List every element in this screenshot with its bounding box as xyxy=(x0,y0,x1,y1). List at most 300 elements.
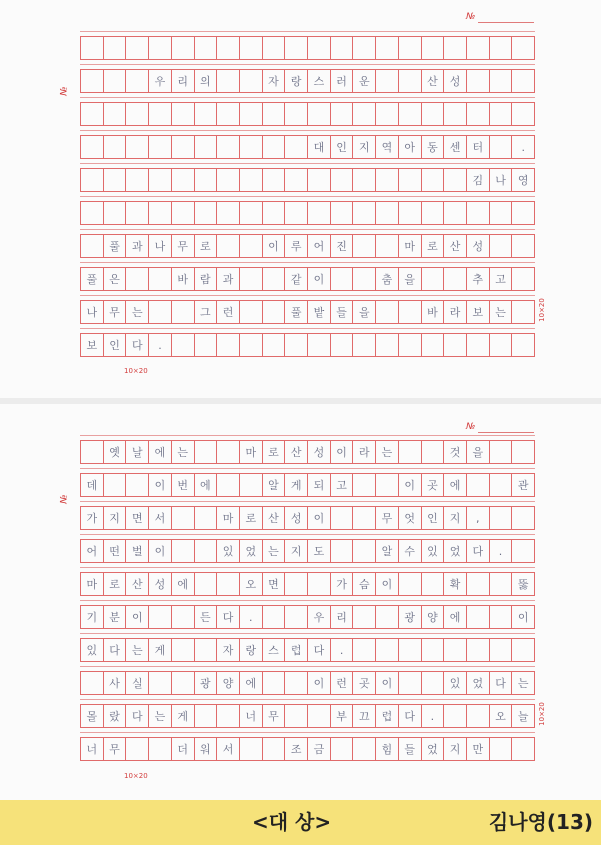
manuscript-cell: 에 xyxy=(194,473,217,497)
manuscript-cell: 인 xyxy=(330,135,353,159)
manuscript-cell xyxy=(307,102,330,126)
manuscript-cell: 너 xyxy=(80,737,103,761)
manuscript-cell xyxy=(103,473,126,497)
manuscript-cell xyxy=(421,36,444,60)
manuscript-cell xyxy=(307,572,330,596)
manuscript-cell: 만 xyxy=(466,737,489,761)
manuscript-cell xyxy=(194,201,217,225)
manuscript-cell: 을 xyxy=(466,440,489,464)
manuscript-cell xyxy=(148,102,171,126)
manuscript-cell: 리 xyxy=(171,69,194,93)
manuscript-cell xyxy=(330,168,353,192)
manuscript-cell: 에 xyxy=(443,605,466,629)
manuscript-cell: 떤 xyxy=(103,539,126,563)
manuscript-cell: 라 xyxy=(352,440,375,464)
manuscript-cell: 에 xyxy=(443,473,466,497)
manuscript-cell xyxy=(171,135,194,159)
manuscript-cell: 실 xyxy=(125,671,148,695)
manuscript-row xyxy=(80,36,535,60)
manuscript-cell: 터 xyxy=(466,135,489,159)
manuscript-cell xyxy=(216,234,239,258)
manuscript-cell: 성 xyxy=(284,506,307,530)
row-guide-line xyxy=(80,262,535,263)
row-guide-line xyxy=(80,699,535,700)
manuscript-cell xyxy=(171,605,194,629)
manuscript-cell xyxy=(352,36,375,60)
manuscript-cell: 나 xyxy=(148,234,171,258)
manuscript-cell xyxy=(443,36,466,60)
manuscript-cell xyxy=(307,201,330,225)
manuscript-cell xyxy=(103,201,126,225)
manuscript-cell: 다 xyxy=(489,671,512,695)
manuscript-cell xyxy=(398,300,421,324)
manuscript-cell: 늘 xyxy=(511,704,535,728)
manuscript-row xyxy=(80,201,535,225)
manuscript-cell: 로 xyxy=(262,440,285,464)
manuscript-cell xyxy=(511,506,535,530)
manuscript-cell xyxy=(511,333,535,357)
manuscript-cell: 과 xyxy=(216,267,239,291)
manuscript-cell xyxy=(171,671,194,695)
manuscript-cell xyxy=(194,440,217,464)
manuscript-cell xyxy=(171,638,194,662)
manuscript-cell xyxy=(443,638,466,662)
row-guide-line xyxy=(80,666,535,667)
manuscript-grid-bottom xyxy=(80,440,535,766)
grid-size-side-label: 10×20 xyxy=(537,702,546,726)
winner-name: 김나영(13) xyxy=(488,810,593,834)
manuscript-cell: 가 xyxy=(330,572,353,596)
manuscript-cell: 있 xyxy=(421,539,444,563)
manuscript-cell: 마 xyxy=(239,440,262,464)
manuscript-cell xyxy=(352,473,375,497)
manuscript-cell: 지 xyxy=(352,135,375,159)
manuscript-cell: 오 xyxy=(239,572,262,596)
manuscript-cell: 날 xyxy=(125,440,148,464)
manuscript-cell xyxy=(171,300,194,324)
manuscript-cell: 마 xyxy=(80,572,103,596)
manuscript-cell xyxy=(307,704,330,728)
manuscript-cell: 는 xyxy=(262,539,285,563)
manuscript-cell: 성 xyxy=(443,69,466,93)
manuscript-cell xyxy=(352,267,375,291)
manuscript-cell xyxy=(125,267,148,291)
manuscript-cell: 몰 xyxy=(80,704,103,728)
manuscript-cell: 의 xyxy=(194,69,217,93)
manuscript-cell xyxy=(103,102,126,126)
manuscript-cell: 운 xyxy=(352,69,375,93)
manuscript-cell: 다 xyxy=(103,638,126,662)
manuscript-cell xyxy=(330,539,353,563)
sheet-side-number-label: № xyxy=(59,494,70,504)
manuscript-cell xyxy=(489,102,512,126)
manuscript-cell: 벌 xyxy=(125,539,148,563)
manuscript-cell: 것 xyxy=(443,440,466,464)
manuscript-cell xyxy=(307,333,330,357)
manuscript-cell xyxy=(398,671,421,695)
manuscript-cell xyxy=(398,440,421,464)
manuscript-cell: 곳 xyxy=(421,473,444,497)
manuscript-cell xyxy=(443,168,466,192)
manuscript-cell xyxy=(125,737,148,761)
manuscript-cell xyxy=(284,102,307,126)
manuscript-cell xyxy=(489,572,512,596)
manuscript-cell xyxy=(239,168,262,192)
manuscript-cell: 스 xyxy=(262,638,285,662)
manuscript-cell: 러 xyxy=(330,69,353,93)
manuscript-cell: 무 xyxy=(103,737,126,761)
manuscript-cell xyxy=(421,638,444,662)
manuscript-cell xyxy=(489,605,512,629)
manuscript-cell: 면 xyxy=(125,506,148,530)
manuscript-cell xyxy=(262,737,285,761)
manuscript-cell: 대 xyxy=(307,135,330,159)
manuscript-cell: 나 xyxy=(80,300,103,324)
manuscript-cell xyxy=(421,168,444,192)
manuscript-cell xyxy=(511,638,535,662)
manuscript-cell: 이 xyxy=(398,473,421,497)
manuscript-cell: 뚫 xyxy=(511,572,535,596)
manuscript-cell xyxy=(125,135,148,159)
manuscript-cell xyxy=(421,102,444,126)
manuscript-cell xyxy=(125,473,148,497)
manuscript-cell: 광 xyxy=(398,605,421,629)
manuscript-cell: 분 xyxy=(103,605,126,629)
manuscript-cell: 있 xyxy=(80,638,103,662)
manuscript-cell: 있 xyxy=(443,671,466,695)
manuscript-cell: 되 xyxy=(307,473,330,497)
manuscript-row xyxy=(80,267,535,291)
manuscript-cell xyxy=(262,605,285,629)
manuscript-cell: 부 xyxy=(330,704,353,728)
manuscript-cell: 오 xyxy=(489,704,512,728)
row-guide-line xyxy=(80,196,535,197)
manuscript-cell xyxy=(443,704,466,728)
manuscript-row xyxy=(80,473,535,497)
manuscript-cell: 수 xyxy=(398,539,421,563)
manuscript-cell xyxy=(398,572,421,596)
manuscript-cell: 무 xyxy=(375,506,398,530)
manuscript-cell xyxy=(398,36,421,60)
manuscript-cell: 산 xyxy=(284,440,307,464)
manuscript-cell xyxy=(466,69,489,93)
manuscript-cell xyxy=(284,201,307,225)
manuscript-cell xyxy=(466,102,489,126)
manuscript-cell xyxy=(125,102,148,126)
manuscript-cell xyxy=(511,234,535,258)
manuscript-cell xyxy=(489,234,512,258)
manuscript-cell xyxy=(148,201,171,225)
grid-size-side-label: 10×20 xyxy=(537,298,546,322)
manuscript-cell: 었 xyxy=(421,737,444,761)
manuscript-cell xyxy=(80,440,103,464)
manuscript-cell: 성 xyxy=(307,440,330,464)
manuscript-cell: 로 xyxy=(103,572,126,596)
manuscript-cell xyxy=(125,36,148,60)
manuscript-cell: 양 xyxy=(421,605,444,629)
manuscript-cell: 지 xyxy=(284,539,307,563)
manuscript-cell: 관 xyxy=(511,473,535,497)
manuscript-cell: 서 xyxy=(148,506,171,530)
manuscript-cell xyxy=(375,333,398,357)
manuscript-cell: 인 xyxy=(421,506,444,530)
manuscript-cell xyxy=(489,135,512,159)
manuscript-cell xyxy=(216,135,239,159)
manuscript-cell: 들 xyxy=(398,737,421,761)
manuscript-cell xyxy=(489,473,512,497)
manuscript-cell: 역 xyxy=(375,135,398,159)
manuscript-cell xyxy=(216,102,239,126)
row-guide-line xyxy=(80,31,535,32)
manuscript-cell: 다 xyxy=(398,704,421,728)
manuscript-cell xyxy=(80,168,103,192)
manuscript-cell xyxy=(398,102,421,126)
manuscript-cell xyxy=(352,737,375,761)
manuscript-cell xyxy=(80,102,103,126)
manuscript-cell: 런 xyxy=(330,671,353,695)
manuscript-cell: 무 xyxy=(171,234,194,258)
manuscript-cell: 로 xyxy=(239,506,262,530)
manuscript-cell: 랑 xyxy=(284,69,307,93)
manuscript-cell xyxy=(262,168,285,192)
manuscript-cell xyxy=(489,333,512,357)
manuscript-cell xyxy=(216,473,239,497)
manuscript-cell xyxy=(80,201,103,225)
manuscript-cell xyxy=(216,440,239,464)
manuscript-cell xyxy=(352,638,375,662)
manuscript-row xyxy=(80,506,535,530)
manuscript-cell xyxy=(148,737,171,761)
manuscript-cell xyxy=(352,506,375,530)
manuscript-cell: 이 xyxy=(307,506,330,530)
manuscript-cell: 다 xyxy=(125,333,148,357)
manuscript-cell: 에 xyxy=(239,671,262,695)
manuscript-cell: 바 xyxy=(421,300,444,324)
manuscript-cell: 워 xyxy=(194,737,217,761)
manuscript-cell xyxy=(216,168,239,192)
manuscript-cell xyxy=(421,267,444,291)
manuscript-cell: 가 xyxy=(80,506,103,530)
manuscript-cell xyxy=(148,671,171,695)
manuscript-cell xyxy=(194,506,217,530)
manuscript-cell: 기 xyxy=(80,605,103,629)
manuscript-cell: 랑 xyxy=(239,638,262,662)
manuscript-cell: 영 xyxy=(511,168,535,192)
manuscript-cell: 지 xyxy=(443,737,466,761)
row-guide-line xyxy=(80,567,535,568)
manuscript-cell: 는 xyxy=(489,300,512,324)
manuscript-row xyxy=(80,737,535,761)
manuscript-cell xyxy=(352,201,375,225)
manuscript-row xyxy=(80,102,535,126)
manuscript-cell xyxy=(466,704,489,728)
manuscript-cell: 김 xyxy=(466,168,489,192)
manuscript-cell xyxy=(421,333,444,357)
manuscript-cell: 풀 xyxy=(80,267,103,291)
manuscript-cell: 면 xyxy=(262,572,285,596)
manuscript-cell xyxy=(216,333,239,357)
manuscript-cell: 마 xyxy=(398,234,421,258)
manuscript-cell: 이 xyxy=(307,671,330,695)
manuscript-cell xyxy=(352,168,375,192)
manuscript-cell xyxy=(352,539,375,563)
manuscript-cell xyxy=(443,333,466,357)
row-guide-line xyxy=(80,295,535,296)
manuscript-cell xyxy=(194,333,217,357)
manuscript-cell xyxy=(421,201,444,225)
manuscript-cell xyxy=(216,69,239,93)
manuscript-cell xyxy=(489,69,512,93)
manuscript-cell: 이 xyxy=(330,440,353,464)
manuscript-cell: 람 xyxy=(194,267,217,291)
manuscript-cell: 는 xyxy=(125,638,148,662)
manuscript-cell xyxy=(489,506,512,530)
manuscript-cell: 는 xyxy=(511,671,535,695)
manuscript-row xyxy=(80,69,535,93)
manuscript-cell xyxy=(284,168,307,192)
manuscript-cell: 이 xyxy=(262,234,285,258)
manuscript-cell: 너 xyxy=(239,704,262,728)
manuscript-cell xyxy=(171,333,194,357)
manuscript-cell xyxy=(443,267,466,291)
manuscript-cell xyxy=(194,638,217,662)
manuscript-cell: 광 xyxy=(194,671,217,695)
manuscript-cell xyxy=(375,300,398,324)
manuscript-row xyxy=(80,539,535,563)
manuscript-cell: 센 xyxy=(443,135,466,159)
manuscript-cell xyxy=(148,168,171,192)
manuscript-sheet-bottom xyxy=(0,404,601,800)
row-guide-line xyxy=(80,229,535,230)
manuscript-cell: 로 xyxy=(421,234,444,258)
manuscript-row xyxy=(80,440,535,464)
manuscript-cell: 있 xyxy=(216,539,239,563)
manuscript-cell xyxy=(511,267,535,291)
manuscript-cell: 마 xyxy=(216,506,239,530)
manuscript-cell: 금 xyxy=(307,737,330,761)
manuscript-cell: 럽 xyxy=(284,638,307,662)
manuscript-cell: 알 xyxy=(262,473,285,497)
manuscript-cell: 산 xyxy=(262,506,285,530)
manuscript-cell: 그 xyxy=(194,300,217,324)
manuscript-cell: 산 xyxy=(421,69,444,93)
manuscript-cell xyxy=(466,638,489,662)
manuscript-cell xyxy=(330,333,353,357)
manuscript-cell: 이 xyxy=(307,267,330,291)
manuscript-cell xyxy=(375,234,398,258)
sheet-number-line xyxy=(478,22,534,23)
row-guide-line xyxy=(80,163,535,164)
manuscript-cell: 이 xyxy=(375,572,398,596)
manuscript-cell xyxy=(466,572,489,596)
manuscript-cell: 자 xyxy=(216,638,239,662)
manuscript-cell: 무 xyxy=(262,704,285,728)
manuscript-cell: . xyxy=(330,638,353,662)
manuscript-cell xyxy=(262,671,285,695)
manuscript-cell xyxy=(284,671,307,695)
manuscript-cell xyxy=(511,102,535,126)
manuscript-cell xyxy=(262,267,285,291)
manuscript-cell: 고 xyxy=(489,267,512,291)
manuscript-cell xyxy=(352,333,375,357)
manuscript-cell xyxy=(375,168,398,192)
manuscript-cell xyxy=(284,36,307,60)
manuscript-cell xyxy=(239,300,262,324)
manuscript-cell: 진 xyxy=(330,234,353,258)
manuscript-cell xyxy=(194,168,217,192)
manuscript-cell: 엇 xyxy=(398,506,421,530)
grid-size-label: 10×20 xyxy=(124,367,148,375)
manuscript-cell: . xyxy=(511,135,535,159)
manuscript-cell: 춤 xyxy=(375,267,398,291)
manuscript-row xyxy=(80,300,535,324)
manuscript-cell xyxy=(216,704,239,728)
sheet-number-label: № xyxy=(466,12,476,22)
manuscript-cell xyxy=(352,605,375,629)
manuscript-cell xyxy=(239,267,262,291)
manuscript-cell xyxy=(398,201,421,225)
manuscript-cell: 끄 xyxy=(352,704,375,728)
manuscript-cell xyxy=(171,506,194,530)
manuscript-cell xyxy=(239,201,262,225)
manuscript-cell xyxy=(421,572,444,596)
manuscript-cell xyxy=(80,135,103,159)
manuscript-cell xyxy=(330,737,353,761)
manuscript-cell: 랐 xyxy=(103,704,126,728)
manuscript-cell xyxy=(511,737,535,761)
manuscript-cell xyxy=(148,605,171,629)
manuscript-cell xyxy=(171,539,194,563)
manuscript-cell: 었 xyxy=(443,539,466,563)
manuscript-cell xyxy=(125,201,148,225)
manuscript-cell xyxy=(375,102,398,126)
manuscript-cell xyxy=(239,102,262,126)
manuscript-cell xyxy=(489,737,512,761)
manuscript-cell xyxy=(194,539,217,563)
manuscript-cell: 서 xyxy=(216,737,239,761)
manuscript-cell xyxy=(443,201,466,225)
manuscript-cell: 는 xyxy=(375,440,398,464)
manuscript-cell xyxy=(489,36,512,60)
manuscript-cell xyxy=(103,36,126,60)
manuscript-cell xyxy=(352,102,375,126)
manuscript-cell: 산 xyxy=(443,234,466,258)
manuscript-row xyxy=(80,638,535,662)
manuscript-cell xyxy=(511,440,535,464)
manuscript-cell: 은 xyxy=(103,267,126,291)
manuscript-cell xyxy=(511,300,535,324)
manuscript-cell: 리 xyxy=(330,605,353,629)
manuscript-cell xyxy=(194,572,217,596)
manuscript-cell: 성 xyxy=(466,234,489,258)
manuscript-cell xyxy=(284,333,307,357)
manuscript-row xyxy=(80,605,535,629)
manuscript-cell: 을 xyxy=(398,267,421,291)
manuscript-cell: , xyxy=(466,506,489,530)
manuscript-cell xyxy=(307,168,330,192)
manuscript-cell: 아 xyxy=(398,135,421,159)
manuscript-cell: 데 xyxy=(80,473,103,497)
manuscript-cell xyxy=(239,473,262,497)
manuscript-cell xyxy=(443,102,466,126)
manuscript-cell: 이 xyxy=(511,605,535,629)
row-guide-line xyxy=(80,130,535,131)
manuscript-cell xyxy=(103,135,126,159)
manuscript-cell: 풀 xyxy=(284,300,307,324)
manuscript-cell: 나 xyxy=(489,168,512,192)
manuscript-cell xyxy=(171,102,194,126)
manuscript-cell xyxy=(375,473,398,497)
